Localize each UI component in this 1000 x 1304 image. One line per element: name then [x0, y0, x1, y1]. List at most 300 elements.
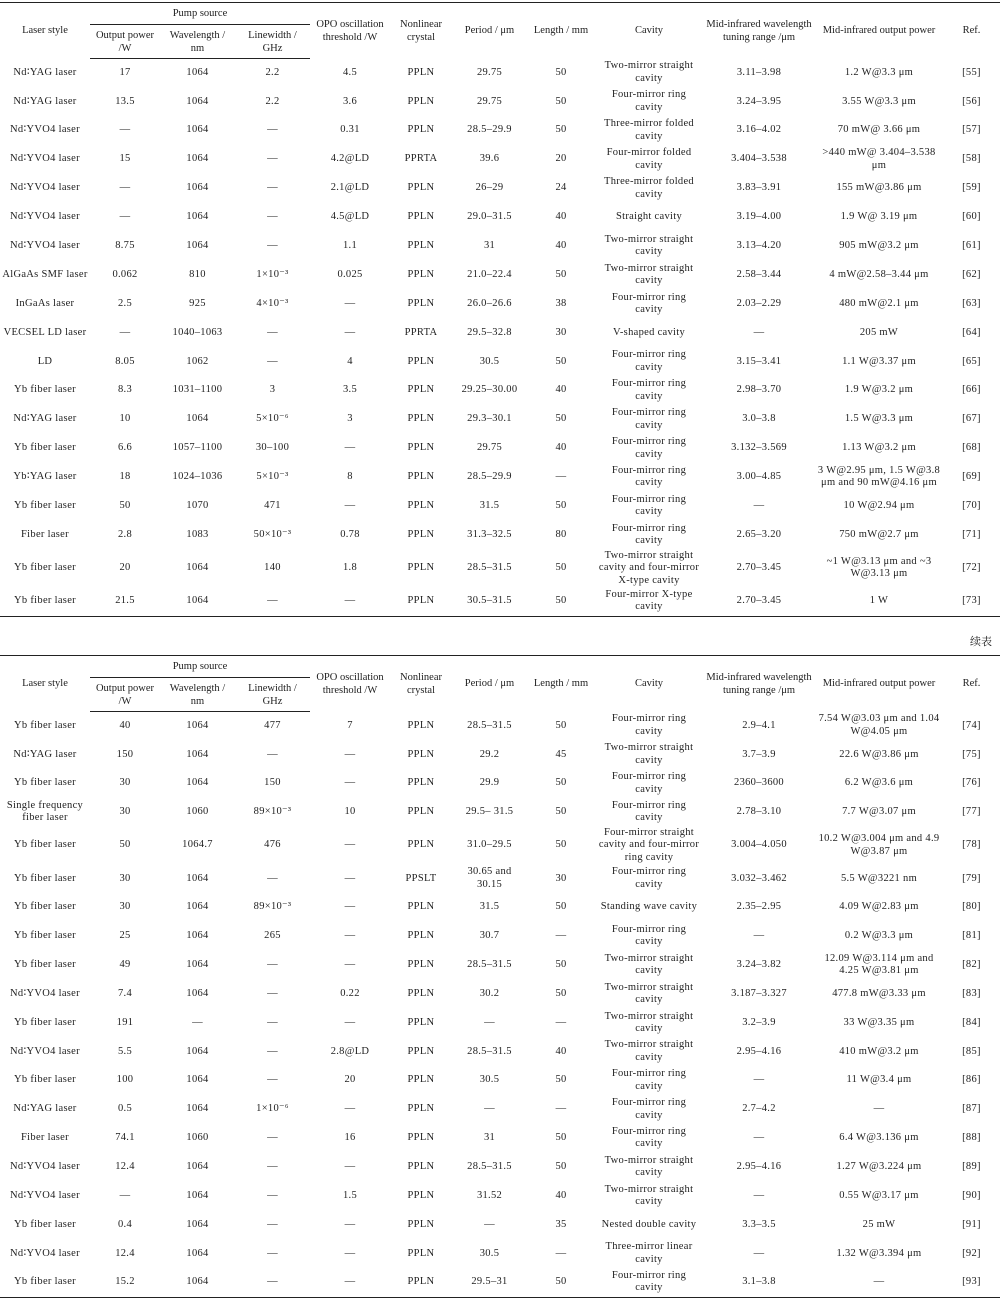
- cell-cavity: Four-mirror straight cavity and four-mirror ring cavity: [598, 826, 700, 863]
- cell-pump-wavelength: 1064: [186, 748, 209, 760]
- cell-ref: [61]: [962, 240, 981, 252]
- header-output-power: Mid-infrared output power: [822, 25, 936, 37]
- table-row: [0, 405, 1000, 434]
- cell-opo-threshold: —: [344, 1218, 356, 1230]
- cell-period: —: [484, 1103, 495, 1115]
- cell-pump-linewidth: —: [267, 987, 278, 999]
- cell-tuning-range: 2.78–3.10: [736, 806, 782, 818]
- cell-pump-linewidth: 150: [264, 777, 281, 789]
- table-row: [0, 587, 1000, 616]
- header-pump-source: Pump source: [90, 3, 310, 25]
- cell-laser-style: Yb fiber laser: [14, 872, 76, 884]
- cell-pump-linewidth: —: [267, 326, 278, 338]
- cell-pump-wavelength: 1064: [186, 595, 209, 607]
- cell-period: 31: [483, 240, 496, 252]
- cell-output-power: 410 mW@3.2 μm: [839, 1045, 919, 1057]
- table-row: [0, 1239, 1000, 1268]
- cell-opo-threshold: —: [344, 959, 356, 971]
- continuation-label: 续表: [970, 636, 992, 648]
- cell-output-power: 22.6 W@3.86 μm: [839, 748, 919, 760]
- table-row: [0, 550, 1000, 588]
- header-laser-style: Laser style: [22, 678, 68, 690]
- cell-pump-output-power: —: [119, 211, 131, 223]
- cell-tuning-range: 2.58–3.44: [736, 268, 782, 280]
- opo-table-1: [0, 2, 1000, 617]
- cell-cavity: Four-mirror ring cavity: [611, 464, 687, 489]
- cell-length: 50: [555, 1276, 567, 1288]
- cell-pump-linewidth: 89×10⁻³: [253, 806, 292, 818]
- table-row: [0, 261, 1000, 290]
- cell-tuning-range: 3.00–4.85: [736, 471, 782, 483]
- cell-pump-linewidth: —: [267, 1247, 278, 1259]
- cell-ref: [63]: [962, 297, 981, 309]
- header-cavity: Cavity: [635, 678, 663, 690]
- cell-ref: [83]: [962, 987, 981, 999]
- cell-tuning-range: 3.187–3.327: [731, 987, 787, 999]
- cell-period: 31.3–32.5: [467, 528, 512, 540]
- cell-period: 30.65 and 30.15: [467, 866, 512, 890]
- cell-opo-threshold: —: [344, 901, 356, 913]
- cell-pump-wavelength: 1064: [186, 1045, 209, 1057]
- cell-cavity: Four-mirror ring cavity: [611, 349, 687, 373]
- cell-cavity: Four-mirror ring cavity: [611, 1097, 687, 1121]
- cell-length: 50: [555, 355, 567, 367]
- cell-ref: [69]: [962, 471, 981, 483]
- cell-output-power: —: [873, 1103, 885, 1115]
- cell-period: 29.5–32.8: [467, 326, 512, 338]
- opo-table-2: [0, 655, 1000, 1298]
- cell-pump-linewidth: 2.2: [265, 66, 280, 78]
- cell-pump-wavelength: 1083: [186, 528, 209, 540]
- cell-nonlinear-crystal: PPLN: [407, 1218, 435, 1230]
- table-row: [0, 864, 1000, 893]
- cell-output-power: 10.2 W@3.004 μm and 4.9 W@3.87 μm: [818, 833, 940, 857]
- cell-pump-linewidth: —: [267, 1189, 278, 1201]
- cell-pump-wavelength: 1064: [186, 1160, 209, 1172]
- cell-laser-style: Fiber laser: [21, 1132, 69, 1144]
- cell-period: —: [484, 1016, 495, 1028]
- cell-ref: [66]: [962, 384, 981, 396]
- cell-pump-output-power: 21.5: [115, 595, 135, 607]
- cell-nonlinear-crystal: PPLN: [407, 930, 435, 942]
- cell-period: 30.5: [479, 355, 500, 367]
- cell-nonlinear-crystal: PPSLT: [405, 872, 437, 884]
- table-part-2: [0, 655, 1000, 1298]
- cell-opo-threshold: 2.8@LD: [330, 1045, 370, 1057]
- cell-tuning-range: 3.1–3.8: [742, 1276, 776, 1288]
- cell-ref: [75]: [962, 748, 981, 760]
- cell-length: 50: [555, 595, 567, 607]
- header-pump-linewidth: Linewidth / GHz: [235, 25, 310, 59]
- cell-pump-output-power: —: [119, 326, 131, 338]
- cell-nonlinear-crystal: PPLN: [407, 777, 435, 789]
- cell-pump-wavelength: 1024–1036: [172, 471, 223, 483]
- cell-period: 29.2: [479, 748, 500, 760]
- table-row: [0, 145, 1000, 174]
- cell-length: 50: [555, 777, 567, 789]
- cell-length: 20: [555, 153, 567, 165]
- cell-output-power: 12.09 W@3.114 μm and 4.25 W@3.81 μm: [824, 952, 934, 977]
- cell-pump-wavelength: 1064: [186, 1218, 209, 1230]
- cell-opo-threshold: 0.22: [340, 987, 360, 999]
- cell-pump-output-power: —: [119, 182, 131, 194]
- cell-opo-threshold: —: [344, 1276, 356, 1288]
- table-row: [0, 740, 1000, 769]
- cell-cavity: Four-mirror ring cavity: [611, 378, 687, 402]
- cell-nonlinear-crystal: PPRTA: [404, 326, 438, 338]
- cell-tuning-range: 3.2–3.9: [742, 1016, 776, 1028]
- cell-nonlinear-crystal: PPLN: [407, 211, 435, 223]
- cell-opo-threshold: —: [344, 1247, 356, 1259]
- cell-pump-linewidth: —: [267, 1218, 278, 1230]
- cell-output-power: 1.13 W@3.2 μm: [842, 442, 916, 454]
- cell-cavity: Four-mirror ring cavity: [611, 1068, 687, 1092]
- cell-tuning-range: 2.70–3.45: [736, 595, 782, 607]
- cell-pump-linewidth: —: [267, 124, 278, 136]
- cell-tuning-range: 3.132–3.569: [731, 442, 787, 454]
- cell-output-power: >440 mW@ 3.404–3.538 μm: [822, 147, 936, 171]
- cell-pump-output-power: 20: [119, 562, 131, 574]
- cell-pump-linewidth: 476: [264, 839, 281, 851]
- cell-length: 35: [555, 1218, 567, 1230]
- cell-nonlinear-crystal: PPLN: [407, 1045, 435, 1057]
- cell-opo-threshold: 4.2@LD: [330, 153, 370, 165]
- cell-opo-threshold: 1.1: [342, 240, 358, 252]
- cell-cavity: Four-mirror ring cavity: [611, 713, 687, 737]
- cell-period: 29.9: [479, 777, 500, 789]
- cell-ref: [71]: [962, 528, 981, 540]
- cell-pump-wavelength: 1064: [186, 1074, 209, 1086]
- cell-pump-output-power: 191: [116, 1016, 134, 1028]
- cell-laser-style: Yb fiber laser: [14, 930, 76, 942]
- cell-pump-output-power: 8.75: [115, 240, 135, 252]
- cell-pump-wavelength: 1064: [186, 959, 209, 971]
- cell-pump-linewidth: —: [267, 959, 278, 971]
- cell-pump-output-power: 12.4: [115, 1160, 135, 1172]
- table-row: [0, 1037, 1000, 1066]
- cell-cavity: Four-mirror ring cavity: [611, 522, 687, 547]
- cell-tuning-range: 3.404–3.538: [731, 153, 787, 165]
- header-nonlinear-crystal: Nonlinear crystal: [400, 671, 442, 696]
- header-pump-wavelength: Wavelength / nm: [160, 678, 235, 712]
- table-row: [0, 1182, 1000, 1211]
- cell-pump-output-power: 40: [119, 719, 131, 731]
- cell-period: 21.0–22.4: [467, 268, 512, 280]
- cell-length: —: [555, 1016, 567, 1028]
- cell-period: 29.5– 31.5: [465, 806, 514, 818]
- cell-ref: [88]: [962, 1132, 981, 1144]
- cell-cavity: Two-mirror straight cavity: [604, 742, 694, 766]
- cell-opo-threshold: 3: [347, 413, 353, 425]
- cell-opo-threshold: 10: [344, 806, 356, 818]
- cell-tuning-range: 2.65–3.20: [736, 528, 782, 540]
- cell-length: 30: [555, 872, 567, 884]
- cell-cavity: Four-mirror ring cavity: [611, 407, 687, 431]
- header-output-power: Mid-infrared output power: [822, 678, 936, 690]
- cell-length: 50: [555, 1074, 567, 1086]
- cell-length: 50: [555, 562, 567, 574]
- cell-output-power: 3 W@2.95 μm, 1.5 W@3.8 μm and 90 mW@4.16 μm: [817, 464, 941, 489]
- cell-pump-wavelength: 1031–1100: [172, 384, 223, 396]
- cell-ref: [90]: [962, 1189, 981, 1201]
- cell-tuning-range: 2.95–4.16: [736, 1045, 782, 1057]
- cell-nonlinear-crystal: PPLN: [407, 297, 435, 309]
- cell-length: 50: [555, 901, 567, 913]
- cell-pump-linewidth: 4×10⁻³: [256, 297, 289, 309]
- cell-opo-threshold: 4.5@LD: [330, 211, 370, 223]
- cell-pump-output-power: 7.4: [117, 987, 133, 999]
- cell-pump-linewidth: 1×10⁻³: [256, 268, 289, 280]
- cell-laser-style: Nd∶YAG laser: [13, 1103, 77, 1115]
- cell-output-power: 480 mW@2.1 μm: [839, 297, 919, 309]
- cell-laser-style: Nd∶YVO4 laser: [10, 211, 80, 223]
- table-row: [0, 59, 1000, 88]
- cell-period: 29.25–30.00: [461, 384, 518, 396]
- cell-tuning-range: 3.16–4.02: [736, 124, 782, 136]
- cell-tuning-range: —: [753, 1247, 765, 1259]
- cell-period: 26.0–26.6: [467, 297, 512, 309]
- table-row: [0, 290, 1000, 319]
- cell-length: 50: [555, 500, 567, 512]
- cell-tuning-range: 2.03–2.29: [736, 297, 782, 309]
- cell-pump-wavelength: 1064: [186, 240, 209, 252]
- cell-pump-wavelength: 1064: [186, 211, 209, 223]
- cell-tuning-range: 3.004–4.050: [731, 839, 787, 851]
- cell-cavity: Two-mirror straight cavity: [604, 60, 694, 84]
- cell-cavity: Two-mirror straight cavity: [604, 981, 694, 1006]
- cell-pump-output-power: 5.5: [117, 1045, 133, 1057]
- cell-output-power: 33 W@3.35 μm: [843, 1016, 915, 1028]
- cell-pump-output-power: 100: [116, 1074, 134, 1086]
- table-row: [0, 347, 1000, 376]
- cell-ref: [65]: [962, 355, 981, 367]
- cell-pump-linewidth: 140: [264, 562, 281, 574]
- cell-period: 29.75: [476, 95, 503, 107]
- cell-pump-wavelength: 1064.7: [182, 839, 213, 851]
- cell-nonlinear-crystal: PPLN: [407, 95, 435, 107]
- cell-ref: [78]: [962, 839, 981, 851]
- cell-pump-output-power: 50: [119, 839, 131, 851]
- cell-period: 30.5: [479, 1247, 500, 1259]
- cell-output-power: 0.2 W@3.3 μm: [844, 930, 914, 942]
- cell-output-power: 1 W: [869, 595, 889, 607]
- cell-pump-output-power: 6.6: [117, 442, 133, 454]
- cell-cavity: Four-mirror ring cavity: [611, 799, 687, 824]
- cell-pump-output-power: 50: [119, 500, 131, 512]
- cell-pump-linewidth: 1×10⁻⁶: [256, 1103, 289, 1115]
- cell-tuning-range: 2.95–4.16: [736, 1160, 782, 1172]
- cell-ref: [62]: [962, 268, 981, 280]
- cell-pump-wavelength: —: [192, 1016, 203, 1028]
- cell-output-power: 1.1 W@3.37 μm: [842, 355, 916, 367]
- cell-output-power: 905 mW@3.2 μm: [839, 240, 919, 252]
- cell-length: —: [555, 1103, 567, 1115]
- cell-pump-wavelength: 1064: [186, 124, 209, 136]
- cell-ref: [93]: [962, 1276, 981, 1288]
- cell-pump-linewidth: —: [267, 211, 278, 223]
- header-tuning-range: Mid-infrared wavelength tuning range /μm: [706, 18, 812, 43]
- cell-output-power: 70 mW@ 3.66 μm: [837, 124, 921, 136]
- cell-laser-style: Nd∶YVO4 laser: [10, 182, 80, 194]
- cell-tuning-range: —: [753, 1132, 765, 1144]
- table-row: [0, 232, 1000, 261]
- cell-period: 29.0–31.5: [467, 211, 512, 223]
- table-part-1: [0, 2, 1000, 617]
- cell-pump-linewidth: —: [267, 1074, 278, 1086]
- cell-pump-linewidth: 471: [264, 500, 281, 512]
- cell-output-power: 1.2 W@3.3 μm: [844, 66, 914, 78]
- table-row: [0, 1095, 1000, 1124]
- cell-cavity: Four-mirror ring cavity: [611, 493, 687, 518]
- cell-tuning-range: —: [753, 930, 765, 942]
- cell-cavity: Two-mirror straight cavity and four-mirror X-type cavity: [598, 549, 700, 586]
- cell-tuning-range: 3.15–3.41: [736, 355, 782, 367]
- cell-period: 30.7: [479, 930, 500, 942]
- cell-nonlinear-crystal: PPLN: [407, 268, 435, 280]
- cell-laser-style: Yb fiber laser: [14, 959, 76, 971]
- cell-pump-linewidth: —: [267, 1016, 278, 1028]
- cell-output-power: 4 mW@2.58–3.44 μm: [829, 268, 929, 280]
- cell-laser-style: VECSEL LD laser: [3, 326, 87, 338]
- cell-length: 50: [555, 124, 567, 136]
- cell-pump-wavelength: 1064: [186, 872, 209, 884]
- cell-pump-output-power: 2.8: [117, 528, 133, 540]
- cell-pump-output-power: 2.5: [117, 297, 133, 309]
- cell-laser-style: Single frequency fiber laser: [6, 799, 84, 824]
- cell-cavity: Four-mirror ring cavity: [611, 1125, 687, 1150]
- cell-length: —: [555, 1247, 567, 1259]
- cell-nonlinear-crystal: PPLN: [407, 748, 435, 760]
- cell-ref: [72]: [962, 562, 981, 574]
- cell-pump-output-power: 15: [119, 153, 131, 165]
- cell-opo-threshold: 8: [347, 471, 353, 483]
- cell-output-power: ~1 W@3.13 μm and ~3 W@3.13 μm: [826, 555, 932, 580]
- cell-nonlinear-crystal: PPLN: [407, 471, 435, 483]
- cell-opo-threshold: —: [344, 930, 356, 942]
- cell-cavity: Four-mirror ring cavity: [611, 866, 687, 890]
- header-pump-linewidth: Linewidth / GHz: [235, 678, 310, 712]
- cell-length: 50: [555, 66, 567, 78]
- cell-cavity: Two-mirror straight cavity: [604, 952, 694, 977]
- cell-output-power: 4.09 W@2.83 μm: [839, 901, 919, 913]
- cell-length: 50: [555, 719, 567, 731]
- cell-laser-style: Nd∶YVO4 laser: [10, 1045, 80, 1057]
- header-pump-wavelength: Wavelength / nm: [160, 25, 235, 59]
- cell-pump-wavelength: 1064: [186, 413, 209, 425]
- cell-laser-style: Nd∶YAG laser: [13, 95, 77, 107]
- cell-pump-linewidth: —: [267, 748, 278, 760]
- cell-period: 28.5–31.5: [467, 562, 512, 574]
- cell-nonlinear-crystal: PPLN: [407, 901, 435, 913]
- table-body-2: [0, 712, 1000, 1298]
- cell-pump-linewidth: —: [267, 872, 278, 884]
- cell-tuning-range: 3.13–4.20: [736, 240, 782, 252]
- cell-laser-style: Nd∶YVO4 laser: [10, 1189, 80, 1201]
- cell-ref: [81]: [962, 930, 981, 942]
- cell-ref: [89]: [962, 1160, 981, 1172]
- cell-opo-threshold: 20: [344, 1074, 356, 1086]
- cell-tuning-range: 2.7–4.2: [742, 1103, 776, 1115]
- header-ref: Ref.: [962, 678, 981, 690]
- cell-length: 40: [555, 240, 567, 252]
- cell-pump-output-power: 8.05: [115, 355, 135, 367]
- cell-laser-style: Nd∶YVO4 laser: [10, 153, 80, 165]
- cell-pump-linewidth: —: [267, 1276, 278, 1288]
- cell-period: 26–29: [475, 182, 504, 194]
- cell-opo-threshold: 1.8: [342, 562, 358, 574]
- cell-pump-wavelength: 1070: [186, 500, 209, 512]
- cell-length: —: [555, 930, 567, 942]
- cell-period: 30.2: [479, 987, 500, 999]
- cell-laser-style: InGaAs laser: [15, 297, 75, 309]
- table-row: [0, 1153, 1000, 1182]
- cell-period: 28.5–31.5: [467, 1045, 512, 1057]
- cell-ref: [87]: [962, 1103, 981, 1115]
- cell-nonlinear-crystal: PPLN: [407, 806, 435, 818]
- cell-pump-linewidth: 50×10⁻³: [253, 528, 292, 540]
- cell-period: 28.5–29.9: [467, 471, 512, 483]
- cell-nonlinear-crystal: PPLN: [407, 124, 435, 136]
- cell-pump-wavelength: 1064: [186, 930, 209, 942]
- table-row: [0, 798, 1000, 827]
- cell-period: 31.0–29.5: [467, 839, 512, 851]
- cell-nonlinear-crystal: PPLN: [407, 500, 435, 512]
- cell-laser-style: Yb fiber laser: [14, 777, 76, 789]
- header-nonlinear-crystal: Nonlinear crystal: [400, 18, 442, 43]
- header-opo-threshold: OPO oscillation threshold /W: [316, 671, 384, 696]
- cell-nonlinear-crystal: PPLN: [407, 442, 435, 454]
- cell-ref: [92]: [962, 1247, 981, 1259]
- cell-pump-output-power: 0.4: [117, 1218, 133, 1230]
- cell-length: 50: [555, 1132, 567, 1144]
- cell-output-power: 0.55 W@3.17 μm: [839, 1189, 919, 1201]
- cell-output-power: 155 mW@3.86 μm: [836, 182, 922, 194]
- cell-period: 39.6: [479, 153, 500, 165]
- cell-nonlinear-crystal: PPLN: [407, 839, 435, 851]
- cell-nonlinear-crystal: PPLN: [407, 413, 435, 425]
- cell-opo-threshold: —: [344, 1103, 356, 1115]
- cell-nonlinear-crystal: PPLN: [407, 1132, 435, 1144]
- cell-laser-style: Nd∶YAG laser: [13, 413, 77, 425]
- cell-length: 50: [555, 1160, 567, 1172]
- cell-pump-output-power: 10: [119, 413, 131, 425]
- cell-nonlinear-crystal: PPLN: [407, 1276, 435, 1288]
- cell-pump-output-power: 30: [119, 901, 131, 913]
- cell-pump-linewidth: —: [267, 595, 278, 607]
- cell-nonlinear-crystal: PPLN: [407, 528, 435, 540]
- cell-length: 50: [555, 95, 567, 107]
- cell-cavity: Four-mirror ring cavity: [611, 291, 687, 316]
- cell-tuning-range: 2.70–3.45: [736, 562, 782, 574]
- cell-ref: [76]: [962, 777, 981, 789]
- cell-pump-wavelength: 1064: [186, 1247, 209, 1259]
- cell-laser-style: Nd∶YAG laser: [13, 748, 77, 760]
- cell-opo-threshold: 1.5: [342, 1189, 358, 1201]
- cell-opo-threshold: —: [344, 297, 356, 309]
- cell-laser-style: Yb fiber laser: [14, 595, 76, 607]
- cell-pump-output-power: 0.062: [112, 268, 138, 280]
- cell-laser-style: Yb fiber laser: [14, 500, 76, 512]
- cell-pump-wavelength: 1064: [186, 901, 209, 913]
- cell-period: —: [484, 1218, 495, 1230]
- cell-laser-style: Yb fiber laser: [14, 1016, 76, 1028]
- cell-nonlinear-crystal: PPLN: [407, 959, 435, 971]
- cell-length: 40: [555, 384, 567, 396]
- cell-ref: [64]: [962, 326, 981, 338]
- cell-tuning-range: —: [753, 1074, 765, 1086]
- cell-opo-threshold: —: [344, 1160, 356, 1172]
- cell-opo-threshold: 0.025: [337, 268, 363, 280]
